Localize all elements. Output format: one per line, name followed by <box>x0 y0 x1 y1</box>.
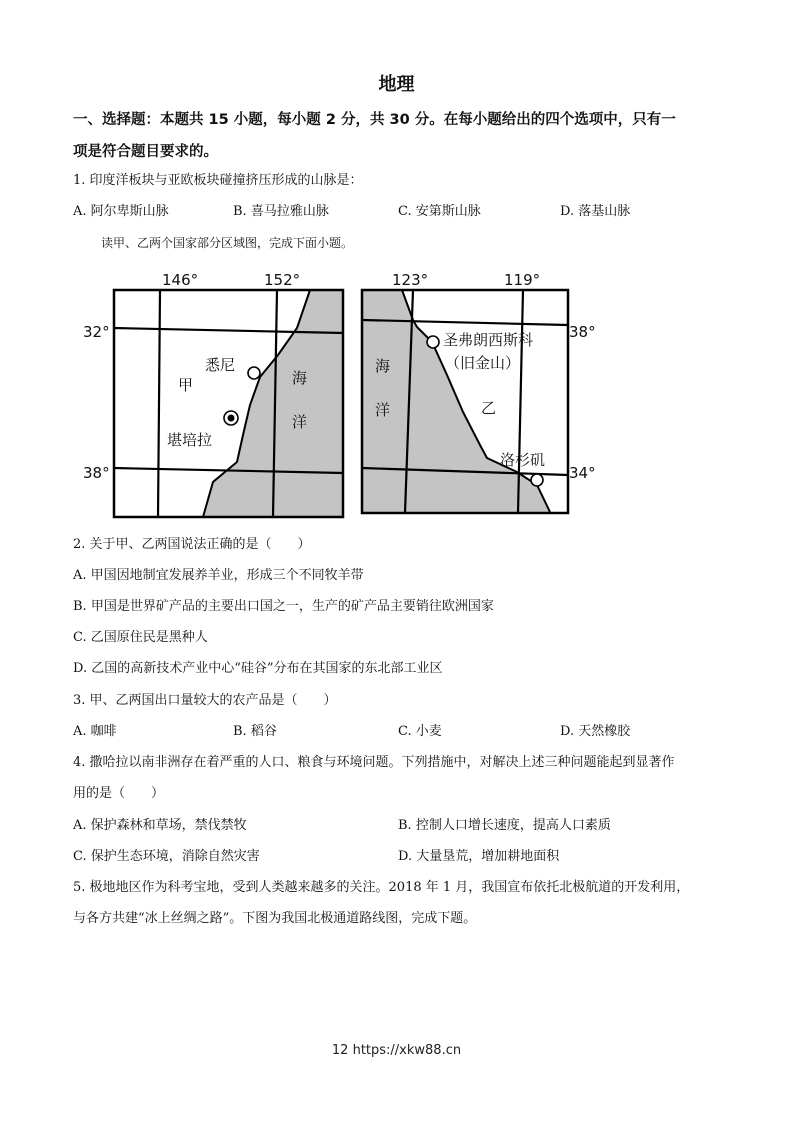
q4-option-b: B. 控制人口增长速度，提高人口素质 <box>398 818 611 833</box>
q4-stem: 4. 撒哈拉以南非洲存在着严重的人口、粮食与环境问题。下列措施中，对解决上述三种问题能起到显著作 <box>73 755 675 770</box>
san-francisco-marker <box>427 336 439 348</box>
q4-option-a: A. 保护森林和草场，禁伐禁牧 <box>73 818 247 833</box>
q3-option-b: B. 稻谷 <box>233 724 277 739</box>
lon-label: 152° <box>264 271 301 289</box>
q3-stem: 3. 甲、乙两国出口量较大的农产品是（ ） <box>73 693 337 708</box>
q1-option-b: B. 喜马拉雅山脉 <box>233 204 329 219</box>
city-label-san-francisco: 圣弗朗西斯科 <box>443 331 534 349</box>
sea-label: 洋 <box>292 413 308 431</box>
map-yi <box>362 271 596 513</box>
page-footer: 12 https://xkw88.cn <box>331 1043 462 1058</box>
q5-stem: 5. 极地地区作为科考宝地，受到人类越来越多的关注。2018 年 1 月，我国宣布依托北极航道的开发利用， <box>73 880 690 895</box>
q4-option-d: D. 大量垦荒，增加耕地面积 <box>398 849 560 864</box>
q4-option-c: C. 保护生态环境，消除自然灾害 <box>73 849 260 864</box>
sydney-marker <box>248 367 260 379</box>
q5-stem-cont: 与各方共建“冰上丝绸之路”。下图为我国北极通道路线图，完成下题。 <box>73 911 477 926</box>
country-label: 乙 <box>481 399 497 417</box>
lat-label: 38° <box>569 323 596 341</box>
sea-label: 海 <box>375 357 391 375</box>
q2-option-d: D. 乙国的高新技术产业中心“硅谷”分布在其国家的东北部工业区 <box>73 661 443 676</box>
lat-label: 32° <box>83 323 110 341</box>
sea-label: 洋 <box>375 401 391 419</box>
los-angeles-marker <box>531 474 543 486</box>
q2-option-c: C. 乙国原住民是黑种人 <box>73 630 208 645</box>
country-label: 甲 <box>178 376 194 394</box>
q1-stem: 1. 印度洋板块与亚欧板块碰撞挤压形成的山脉是： <box>73 173 363 188</box>
lon-label: 146° <box>162 271 199 289</box>
q2-stem: 2. 关于甲、乙两国说法正确的是（ ） <box>73 537 311 552</box>
lon-label: 123° <box>392 271 429 289</box>
map-jia <box>83 271 343 517</box>
q1-option-d: D. 落基山脉 <box>560 204 631 219</box>
country-maps <box>80 265 600 525</box>
sea-label: 海 <box>292 369 308 387</box>
q2-option-a: A. 甲国因地制宜发展养羊业，形成三个不同牧羊带 <box>73 568 364 583</box>
section-heading: 一、选择题：本题共 15 小题，每小题 2 分，共 30 分。在每小题给出的四个选项中，只有一 <box>73 112 676 128</box>
q3-option-c: C. 小麦 <box>398 724 442 739</box>
q1-option-a: A. 阿尔卑斯山脉 <box>73 204 169 219</box>
section-heading-cont: 项是符合题目要求的。 <box>73 144 218 160</box>
city-label-canberra: 堪培拉 <box>167 431 213 449</box>
intro-text: 读甲、乙两个国家部分区域图，完成下面小题。 <box>101 236 354 250</box>
city-label-san-francisco-alt: （旧金山） <box>445 354 521 372</box>
q3-option-a: A. 咖啡 <box>73 724 117 739</box>
page-title: 地理 <box>378 74 415 95</box>
q3-option-d: D. 天然橡胶 <box>560 724 631 739</box>
city-label-sydney: 悉尼 <box>205 356 236 374</box>
q2-option-b: B. 甲国是世界矿产品的主要出口国之一，生产的矿产品主要销往欧洲国家 <box>73 599 494 614</box>
lon-label: 119° <box>504 271 541 289</box>
lat-label: 34° <box>569 464 596 482</box>
q1-option-c: C. 安第斯山脉 <box>398 204 481 219</box>
lat-label: 38° <box>83 464 110 482</box>
q4-stem-cont: 用的是（ ） <box>73 786 165 801</box>
city-label-los-angeles: 洛杉矶 <box>500 451 546 469</box>
